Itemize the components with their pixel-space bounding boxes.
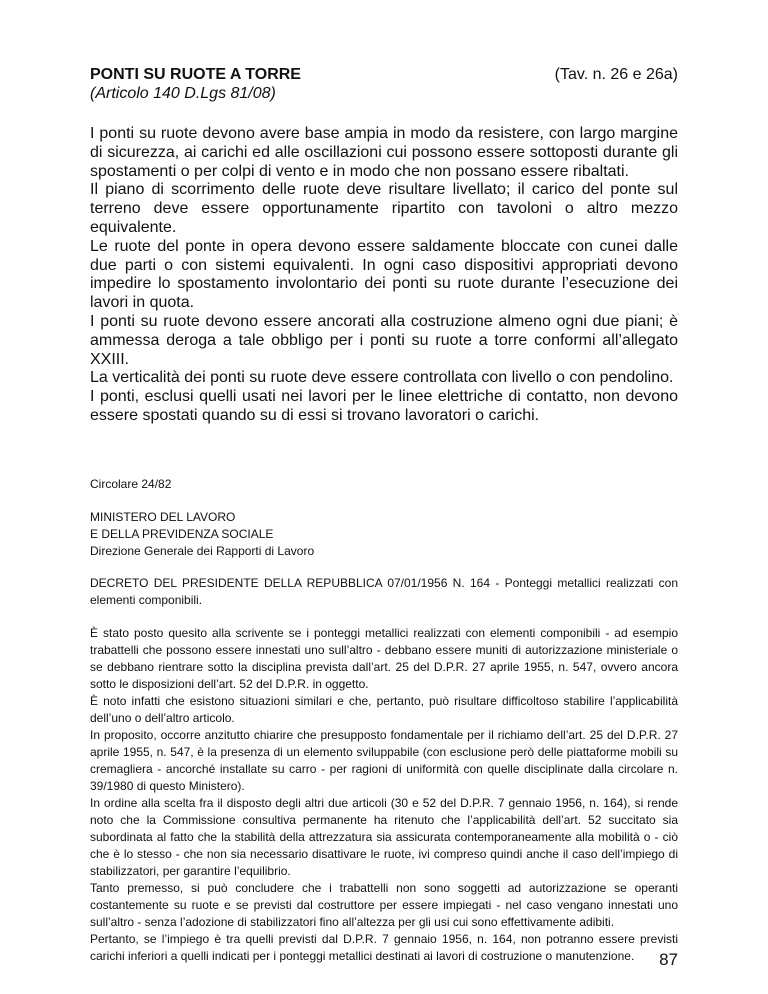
section-header: [90, 66, 678, 426]
main-paragraph: I ponti su ruote devono essere ancorati alla costruzione almeno ogni due piani; è ammessa deroga a tale obbligo per i ponti su ruote a torre conformi all’allegato XXIII.: [90, 312, 678, 368]
ministry-line: Direzione Generale dei Rapporti di Lavoro: [90, 544, 315, 558]
main-body: [90, 125, 678, 426]
circular-body: [90, 625, 678, 965]
circular-paragraph: Tanto premesso, si può concludere che i trabattelli non sono soggetti ad autorizzazione se operanti costantemente su ruote e se previsti dal costruttore per essere impiegati - nel caso vengano innestati uno sull’altro - senza l’adozione di stabilizzatori fino all’altezza per gli usi cui sono effettivamente adibiti.: [90, 881, 678, 929]
circular-paragraph: In proposito, occorre anzitutto chiarire che presupposto fondamentale per il richiamo dell’art. 25 del D.P.R. 27 aprile 1955, n. 547, è la presenza di un elemento sviluppabile (con esclusione però delle piattaforme mobili su cremagliera - ancorché installate su carro - per ragioni di uniformità con quelle disciplinate dalla circolare n. 39/1980 di questo Ministero).: [90, 728, 678, 793]
circular-paragraph: In ordine alla scelta fra il disposto degli altri due articoli (30 e 52 del D.P.R. 7 gennaio 1956, n. 164), si rende noto che la Commissione consultiva permanente ha ritenuto che l’applicabilità dell’art. 52 succitato sia subordinata al fatto che la stabilità della attrezzatura sia assicurata contemporaneamente alla mobilità o - ciò che è lo stesso - che non sia necessario disattivare le ruote, ivi compreso quindi anche il caso dell’impiego di stabilizzatori, per garantire l’equilibrio.: [90, 796, 678, 878]
section-title: PONTI SU RUOTE A TORRE: [90, 66, 301, 83]
decreto-heading: DECRETO DEL PRESIDENTE DELLA REPUBBLICA 07/01/1956 N. 164 - Ponteggi metallici realizzati con elementi componibili.: [90, 576, 678, 607]
circolare-label: Circolare 24/82: [90, 477, 172, 491]
title-row: [90, 66, 678, 84]
ministry-block: [90, 509, 678, 560]
circular-paragraph: È noto infatti che esistono situazioni similari e che, pertanto, può risultare difficoltoso stabilire l’applicabilità dell’uno o dell’altro articolo.: [90, 694, 678, 725]
main-paragraph: I ponti, esclusi quelli usati nei lavori per le linee elettriche di contatto, non devono essere spostati quando su di essi si trovano lavoratori o carichi.: [90, 388, 678, 424]
ministry-line: MINISTERO DEL LAVORO: [90, 510, 236, 524]
main-paragraph: Le ruote del ponte in opera devono essere saldamente bloccate con cunei dalle due parti o con sistemi equivalenti. In ogni caso dispositivi appropriati devono impedire lo spostamento involontario dei ponti su ruote durante l’esecuzione dei lavori in quota.: [90, 237, 678, 312]
section-subtitle: (Articolo 140 D.Lgs 81/08): [90, 85, 276, 102]
circular-paragraph: È stato posto quesito alla scrivente se i ponteggi metallici realizzati con elementi componibili - ad esempio trabattelli che possono essere innestati uno sull’altro - debbano essere muniti di autorizzazione ministeriale o se debbano rientrare sotto la disciplina prevista dall’art. 25 del D.P.R. 27 aprile 1955, n. 547, ovvero ancora sotto le disposizioni dell’art. 52 del D.P.R. in oggetto.: [90, 626, 678, 691]
main-paragraph: I ponti su ruote devono avere base ampia in modo da resistere, con largo margine di sicurezza, ai carichi ed alle oscillazioni cui possono essere sottoposti durante gli spostamenti o per colpi di vento e in modo che non possano essere ribaltati.: [90, 125, 678, 180]
page-number: 87: [659, 950, 678, 969]
ministry-line: E DELLA PREVIDENZA SOCIALE: [90, 527, 274, 541]
main-paragraph: La verticalità dei ponti su ruote deve essere controllata con livello o con pendolino.: [90, 369, 674, 387]
table-reference: (Tav. n. 26 e 26a): [554, 66, 678, 83]
main-paragraph: Il piano di scorrimento delle ruote deve risultare livellato; il carico del ponte sul terreno deve essere opportunamente ripartito con tavoloni o altro mezzo equivalente.: [90, 181, 678, 236]
circular-paragraph: Pertanto, se l’impiego è tra quelli previsti dal D.P.R. 7 gennaio 1956, n. 164, non potranno essere previsti carichi inferiori a quelli indicati per i ponteggi metallici destinati ai lavori di costruzione o manutenzione.: [90, 932, 678, 963]
